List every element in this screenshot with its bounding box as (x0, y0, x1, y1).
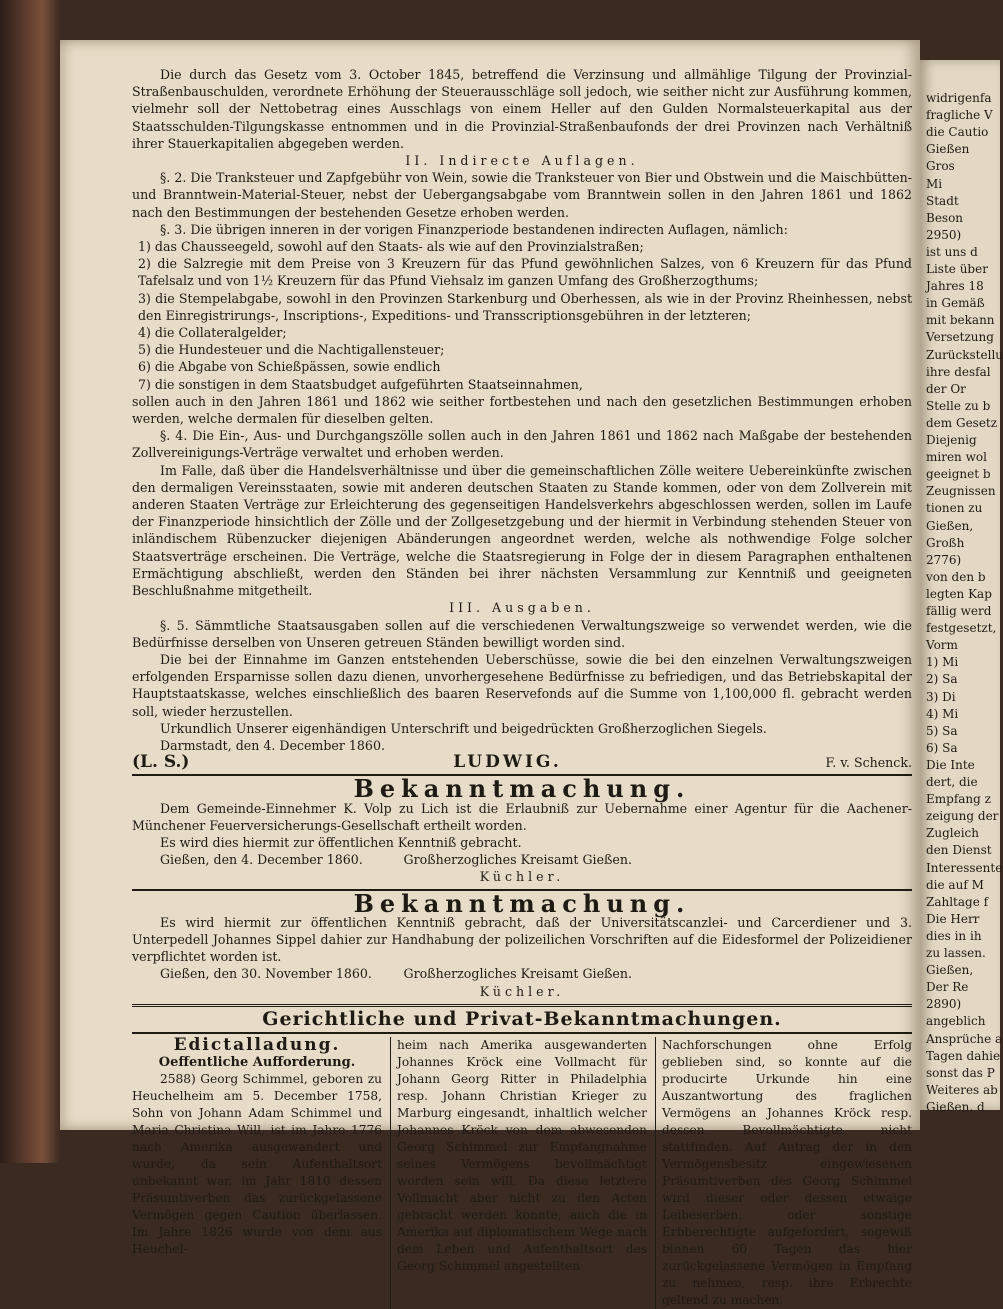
notice-text-2: Es wird dies hiermit zur öffentlichen Kenntniß gebracht. (160, 834, 522, 850)
document-page (60, 40, 920, 1307)
notice-office: Großherzogliches Kreisamt Gießen. (403, 852, 632, 868)
margin-line: in Gemäß (926, 296, 985, 311)
margin-line: Jahres 18 (926, 279, 984, 294)
notice-office: Großherzogliches Kreisamt Gießen. (403, 966, 632, 982)
notice-title: Bekanntmachung. (353, 888, 691, 918)
margin-line: angeblich (926, 1014, 986, 1029)
paragraph-s3: §. 3. Die übrigen inneren in der vorigen Finanzperiode bestandenen indirecten Auflagen, nämlich: (160, 221, 788, 237)
margin-line: Stelle zu b (926, 398, 991, 413)
column-text: heim nach Amerika ausgewanderten Johannes Kröck eine Vollmacht für Johann Georg Ritter in Philadelphia resp. Johann Christian Krieger zu Marburg eingesandt, inhaltlich welcher Johannes Kröck von dem abwesenden Georg Schimmel zur Empfangnahme seines Vermögens bevollmächtigt worden sein will. Da diese letztere Vollmacht aber nicht zu den Acten gebracht werden konnte, auch die in Amerika auf diplomatischem Wege nach dem Leben und Aufenthaltsort des Georg Schimmel angestellten (397, 1037, 647, 1273)
margin-line: 6) Sa (926, 740, 958, 755)
margin-line: 2) Sa (926, 672, 958, 687)
place-date: Darmstadt, den 4. December 1860. (160, 737, 385, 753)
divider (132, 1032, 912, 1034)
margin-line: miren wol (926, 450, 987, 465)
list-item: 1) das Chausseegeld, sowohl auf den Staats- als wie auf den Provinzialstraßen; (138, 239, 644, 255)
margin-line: Großh (926, 535, 965, 550)
list-item: 2) die Salzregie mit dem Preise von 3 Kreuzern für das Pfund gewöhnlichen Salzes, von 6 Kreuzern für das Pfund Tafelsalz und von 1½ Kreuzern für das Pfund Viehsalz im ganzen Umfang des Großherzogthums; (138, 256, 912, 289)
column-1 (132, 1034, 382, 1309)
margin-line: ist uns d (926, 244, 978, 259)
margin-line: Liste über (926, 262, 988, 276)
notice-date-row (132, 965, 912, 982)
notice-signer: Küchler. (479, 869, 565, 885)
margin-line: geeignet b (926, 467, 991, 482)
margin-line: Der Re (926, 980, 969, 995)
margin-line: zeigung der (926, 809, 999, 824)
double-divider (132, 1004, 912, 1007)
margin-line: Gießen, (926, 518, 974, 533)
margin-line: Zeugnissen (926, 484, 996, 499)
margin-line: Diejenig (926, 433, 977, 447)
margin-line: den Dienst (926, 843, 992, 858)
column-subheading: Oeffentliche Aufforderung. (158, 1054, 356, 1070)
margin-line: Tagen dahie (926, 1048, 1001, 1063)
margin-line: dies in ih (926, 928, 982, 943)
signature-ludwig: LUDWIG. (453, 752, 562, 773)
column-text: Nachforschungen ohne Erfolg geblieben sind, so konnte auf die producirte Urkunde hin eine Auszantwortung des fraglichen Vermögens an Johannes Kröck resp. dessen Bevollmächtigte nicht stattfinden. Auf Antrag der in den Vermögensbesitz eingewiesenen Präsumtiverben des Georg Schimmel wird dieser oder dessen etwaige Leibeserben, oder sonstige Erbberechtigte aufgefordert, sogewiß binnen 60 Tagen das hier zurückgelassene Vermögen in Empfang zu nehmen, resp. ihre Erbrechte geltend zu machen, (662, 1037, 912, 1307)
margin-line: Gros (926, 159, 955, 174)
margin-line: Zugleich (926, 826, 979, 841)
notice-2 (132, 888, 912, 1000)
margin-line: Interessente (926, 860, 1003, 875)
tax-list (132, 238, 912, 393)
margin-line: Zahltage f (926, 894, 989, 909)
margin-line: tionen zu (926, 501, 983, 516)
margin-line: 2776) (926, 552, 962, 567)
paragraph-s4b: Im Falle, daß über die Handelsverhältnisse und über die gemeinschaftlichen Zölle weitere Uebereinkünfte zwischen den dermaligen Vereinsstaaten, sowie mit anderen deutschen Staaten zu Stande kommen, oder von dem Zollverein mit anderen Staaten Verträge zur Erleichterung des gegenseitigen Handelsverkehrs abgeschlossen werden, sollen im Laufe der Finanzperiode hinsichtlich der Zölle und der Zollgesetzgebung und der hiermit in Verbindung stehenden Steuer von inländischem Rübenzucker diejenigen Abänderungen angeordnet werden, welche als nothwendige Folge solcher Staatsverträge erscheinen. Die Verträge, welche die Staatsregierung in Folge der in diesem Paragraphen enthaltenen Ermächtigung abschließt, werden den Ständen bei ihrer nächsten Versammlung zur Kenntniß und geeigneten Beschlußnahme mitgetheilt. (132, 462, 912, 599)
margin-line: Die Inte (926, 757, 975, 772)
margin-line: Die Herr (926, 911, 980, 926)
margin-line: Stadt (926, 193, 959, 208)
paragraph-provincial-roads: Die durch das Gesetz vom 3. October 1845, betreffend die Verzinsung und allmählige Tilgung der Provinzial-Straßenbauschulden, verordnete Erhöhung der Steuerausschläge soll jedoch, wie seither nicht zur Ausführung kommen, vielmehr soll der Nettobetrag eines Ausschlags von einem Heller auf den Gulden Normalsteuerkapital aus der Staatsschulden-Tilgungskasse entnommen und in die Provinzial-Straßenbaufonds der drei Provinzen nach Verhältniß ihrer Stauerkapitalien abgegeben werden. (132, 67, 912, 151)
margin-line: Mi (926, 176, 943, 191)
margin-line: 1) Mi (926, 655, 959, 670)
column-2 (390, 1037, 647, 1309)
page-content (132, 66, 912, 1309)
list-item: 7) die sonstigen in dem Staatsbudget aufgeführten Staatseinnahmen, (138, 376, 583, 392)
margin-line: festgesetzt, (926, 621, 997, 636)
margin-line: Gießen, (926, 963, 974, 978)
margin-line: Versetzung (926, 330, 994, 345)
margin-line: Gießen (926, 142, 970, 157)
paragraph-s4: §. 4. Die Ein-, Aus- und Durchgangszölle sollen auch in den Jahren 1861 und 1862 nach Maßgabe der bestehenden Zollvereinigungs-Verträge verwaltet und erhoben werden. (132, 428, 912, 461)
margin-line: widrigenfa (926, 91, 992, 105)
signature-schenck: F. v. Schenck. (825, 755, 912, 771)
margin-line: 5) Sa (926, 723, 958, 738)
margin-line: Zurückstellu (926, 347, 1003, 362)
paragraph-s5: §. 5. Sämmtliche Staatsausgaben sollen auf die verschiedenen Verwaltungszweige so verwendet werden, wie die Bedürfnisse derselben von Unseren getreuen Ständen bewilligt worden sind. (132, 617, 912, 650)
margin-line: Vorm (926, 638, 958, 653)
paragraph-s2: §. 2. Die Tranksteuer und Zapfgebühr von Wein, sowie die Tranksteuer von Bier und Obstwein und die Maischbütten- und Branntwein-Material-Steuer, nebst der Uebergangsabgabe vom Branntwein sollen in den Jahren 1861 und 1862 nach den Bestimmungen der bestehenden Gesetze erhoben werden. (132, 170, 912, 220)
margin-line: von den b (926, 569, 986, 584)
margin-line: dem Gesetz (926, 415, 998, 430)
column-text: 2588) Georg Schimmel, geboren zu Heuchelheim am 5. December 1758, Sohn von Johann Adam Schimmel und Maria Christina Will, ist im Jahre 1776 nach Amerika ausgewandert und wurde, da sein Aufenthaltsort unbekannt war, im Jahr 1810 dessen Präsumtiverben das zurückgelassene Vermögen gegen Caution überlassen. Im Jahre 1826 wurde von dem aus Heuchel- (132, 1071, 382, 1256)
notice-date-row (132, 851, 912, 868)
margin-line: sonst das P (926, 1065, 995, 1080)
margin-line: ihre desfal (926, 364, 991, 379)
margin-line: 2890) (926, 997, 962, 1012)
margin-line: Weiteres ab (926, 1082, 998, 1097)
margin-line: 2950) (926, 227, 962, 242)
section-title: Gerichtliche und Privat-Bekanntmachungen. (262, 1007, 782, 1030)
list-item: 5) die Hundesteuer und die Nachtigallensteuer; (138, 342, 445, 358)
seal-ls: (L. S.) (132, 752, 190, 773)
paragraph-s3-end: sollen auch in den Jahren 1861 und 1862 wie seither fortbestehen und nach den gesetzlichen Bestimmungen erhoben werden, welche dermalen für dieselben gelten. (132, 393, 912, 427)
notice-date: Gießen, den 4. December 1860. (160, 852, 363, 868)
notice-text: Es wird hiermit zur öffentlichen Kenntniß gebracht, daß der Universitätscanzlei- und Carcerdiener und 3. Unterpedell Johannes Sippel dahier zur Handhabung der polizeilichen Vorschriften auf die Eidesformel der Polizeidiener verpflichtet worden ist. (132, 914, 912, 965)
paragraph-s5c: Urkundlich Unserer eigenhändigen Unterschrift und beigedrückten Großherzoglichen Siegels. (160, 720, 767, 736)
signature-row (132, 754, 912, 771)
margin-line: Empfang z (926, 792, 991, 807)
margin-line: mit bekann (926, 313, 995, 328)
margin-line: legten Kap (926, 586, 992, 601)
heading-indirect-taxes: II. Indirecte Auflagen. (405, 153, 639, 169)
margin-line: zu lassen. (926, 946, 986, 960)
margin-line: die Cautio (926, 125, 989, 140)
notice-signer: Küchler. (479, 983, 565, 999)
margin-line: Beson (926, 210, 964, 225)
facing-page-edge (920, 60, 1003, 1114)
list-item: 6) die Abgabe von Schießpässen, sowie endlich (138, 359, 441, 375)
margin-line: Gießen, d (926, 1099, 985, 1114)
notice-date: Gießen, den 30. November 1860. (160, 966, 372, 982)
margin-line: die auf M (926, 877, 984, 892)
paragraph-s5b: Die bei der Einnahme im Ganzen entstehenden Ueberschüsse, sowie die bei den einzelnen Verwaltungszweigen erfolgenden Ersparnisse sollen dazu dienen, unvorhergesehene Bedürfnisse zu befriedigen, und das Betriebskapital der Hauptstaatskasse, welches einschließlich des baaren Reservefonds auf die Summe von 1,100,000 fl. gebracht werden soll, wieder herzustellen. (132, 651, 912, 719)
list-item: 4) die Collateralgelder; (138, 325, 287, 341)
margin-line: 3) Di (926, 689, 956, 704)
list-item: 3) die Stempelabgabe, sowohl in den Provinzen Starkenburg und Oberhessen, als wie in der Provinz Rheinhessen, nebst den Einregistrirungs-, Inscriptions-, Expeditions- und Transscriptionsgebühren in der letzteren; (138, 290, 912, 323)
three-columns (132, 1034, 912, 1309)
margin-line: 4) Mi (926, 706, 959, 721)
margin-line: dert, die (926, 775, 978, 789)
heading-expenditures: III. Ausgaben. (449, 600, 595, 616)
margin-line: fragliche V (926, 108, 993, 123)
margin-line: der Or (926, 381, 966, 396)
margin-line: fällig werd (926, 604, 992, 618)
notice-1 (132, 774, 912, 885)
margin-line: Ansprüche a (926, 1031, 1003, 1046)
notice-text: Dem Gemeinde-Einnehmer K. Volp zu Lich ist die Erlaubniß zur Uebernahme einer Agentur für die Aachener-Münchener Feuerversicherungs-Gesellschaft ertheilt worden. (132, 800, 912, 833)
column-heading: Edictalladung. (173, 1034, 341, 1055)
notice-title: Bekanntmachung. (353, 774, 691, 804)
column-3 (655, 1037, 912, 1309)
book-binding (0, 0, 60, 1163)
